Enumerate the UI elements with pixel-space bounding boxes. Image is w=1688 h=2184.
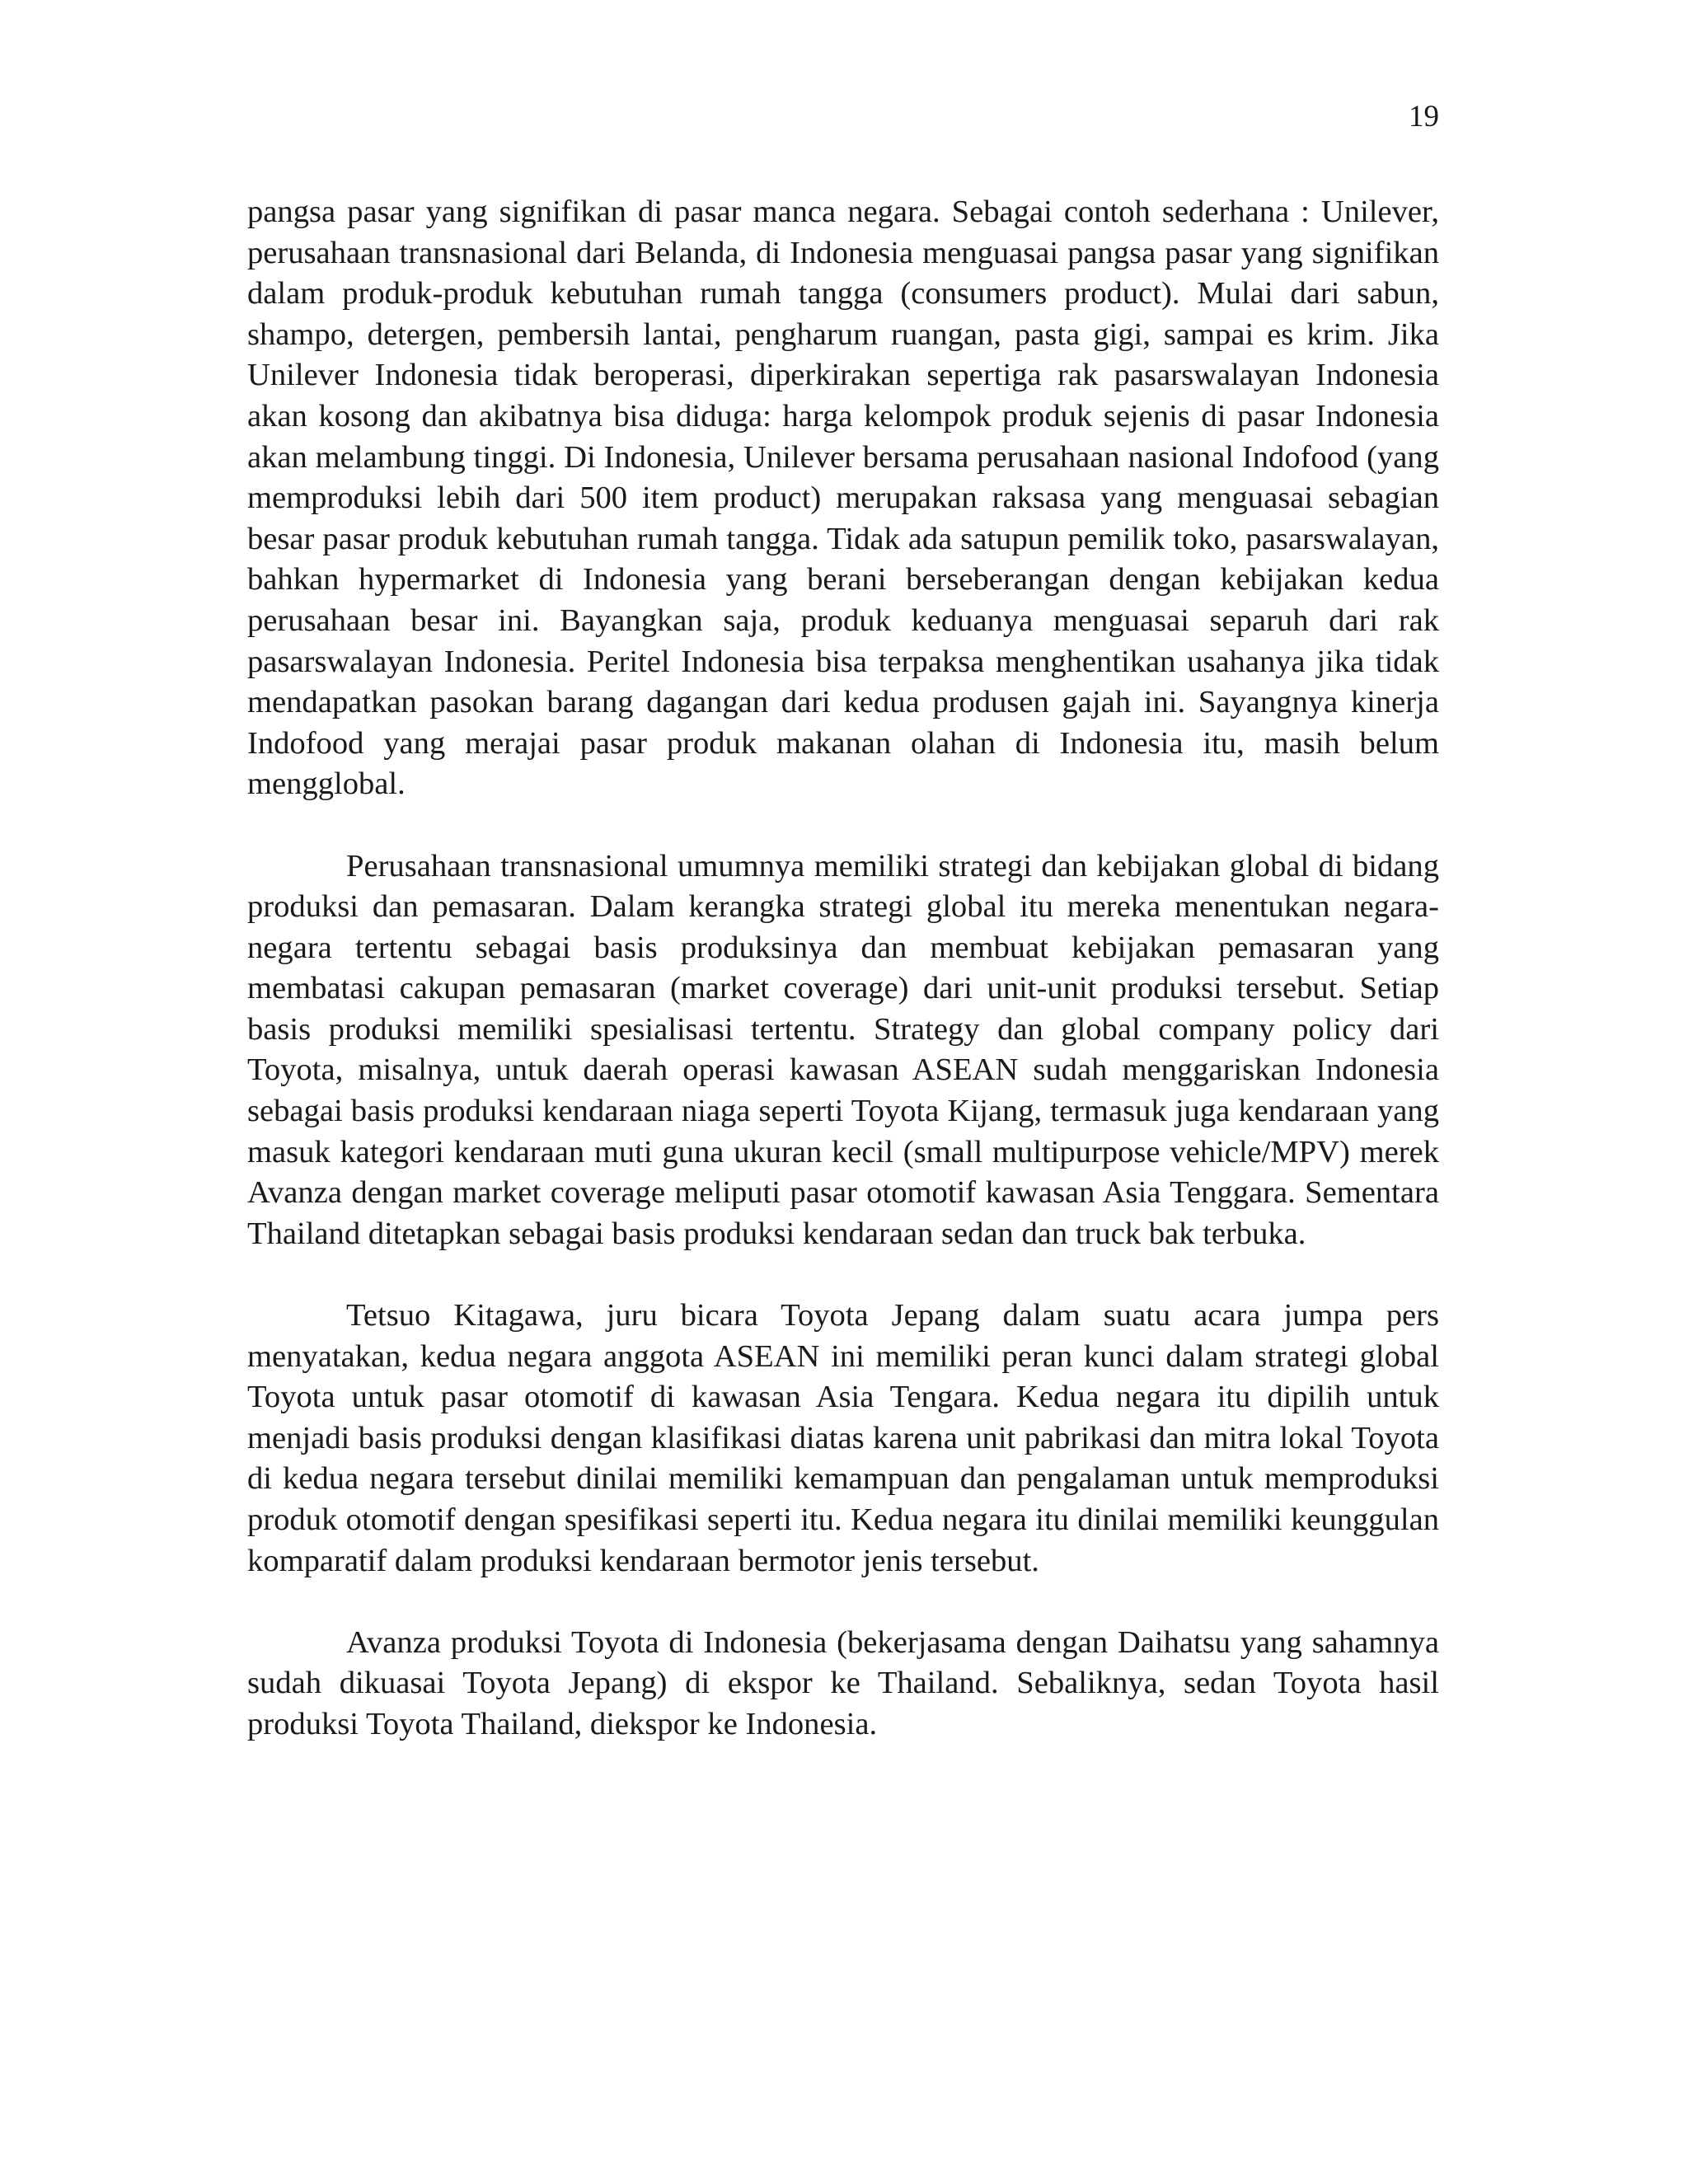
paragraph-unilever-indofood: pangsa pasar yang signifikan di pasar manca negara. Sebagai contoh sederhana : Unilever, perusahaan transnasional dari Belanda, di Indonesia menguasai pangsa pasar yang signifikan dalam produk-produk kebutuhan rumah tangga (consumers product). Mulai dari sabun, shampo, detergen, pembersih lantai, pengharum ruangan, pasta gigi, sampai es krim. Jika Unilever Indonesia tidak beroperasi, diperkirakan sepertiga rak pasarswalayan Indonesia akan kosong dan akibatnya bisa diduga: harga kelompok produk sejenis di pasar Indonesia akan melambung tinggi. Di Indonesia, Unilever bersama perusahaan nasional Indofood (yang memproduksi lebih dari 500 item product) merupakan raksasa yang menguasai sebagian besar pasar produk kebutuhan rumah tangga. Tidak ada satupun pemilik toko, pasarswalayan, bahkan hypermarket di Indonesia yang berani berseberangan dengan kebijakan kedua perusahaan besar ini. Bayangkan saja, produk keduanya menguasai separuh dari rak pasarswalayan Indonesia. Peritel Indonesia bisa terpaksa menghentikan usahanya jika tidak mendapatkan pasokan barang dagangan dari kedua produsen gajah ini. Sayangnya kinerja Indofood yang merajai pasar produk makanan olahan di Indonesia itu, masih belum mengglobal. (247, 194, 1439, 802)
paragraph-global-strategy: Perusahaan transnasional umumnya memiliki strategi dan kebijakan global di bidang produksi dan pemasaran. Dalam kerangka strategi global itu mereka menentukan negara-negara tertentu sebagai basis produksinya dan membuat kebijakan pemasaran yang membatasi cakupan pemasaran (market coverage) dari unit-unit produksi tersebut. Setiap basis produksi memiliki spesialisasi tertentu. Strategy dan global company policy dari Toyota, misalnya, untuk daerah operasi kawasan ASEAN sudah menggariskan Indonesia sebagai basis produksi kendaraan niaga seperti Toyota Kijang, termasuk juga kendaraan yang masuk kategori kendaraan muti guna ukuran kecil (small multipurpose vehicle/MPV) merek Avanza dengan market coverage meliputi pasar otomotif kawasan Asia Tenggara. Sementara Thailand ditetapkan sebagai basis produksi kendaraan sedan dan truck bak terbuka. (247, 848, 1439, 1251)
paragraph-avanza-export: Avanza produksi Toyota di Indonesia (bekerjasama dengan Daihatsu yang sahamnya sudah dikuasai Toyota Jepang) di ekspor ke Thailand. Sebaliknya, sedan Toyota hasil produksi Toyota Thailand, diekspor ke Indonesia. (247, 1624, 1439, 1741)
paragraph-tetsuo-kitagawa: Tetsuo Kitagawa, juru bicara Toyota Jepang dalam suatu acara jumpa pers menyatakan, kedua negara anggota ASEAN ini memiliki peran kunci dalam strategi global Toyota untuk pasar otomotif di kawasan Asia Tengara. Kedua negara itu dipilih untuk menjadi basis produksi dengan klasifikasi diatas karena unit pabrikasi dan mitra lokal Toyota di kedua negara tersebut dinilai memiliki kemampuan dan pengalaman untuk memproduksi produk otomotif dengan spesifikasi seperti itu. Kedua negara itu dinilai memiliki keunggulan komparatif dalam produksi kendaraan bermotor jenis tersebut. (247, 1298, 1439, 1578)
page-number: 19 (1409, 100, 1439, 134)
document-body (247, 192, 1439, 1746)
